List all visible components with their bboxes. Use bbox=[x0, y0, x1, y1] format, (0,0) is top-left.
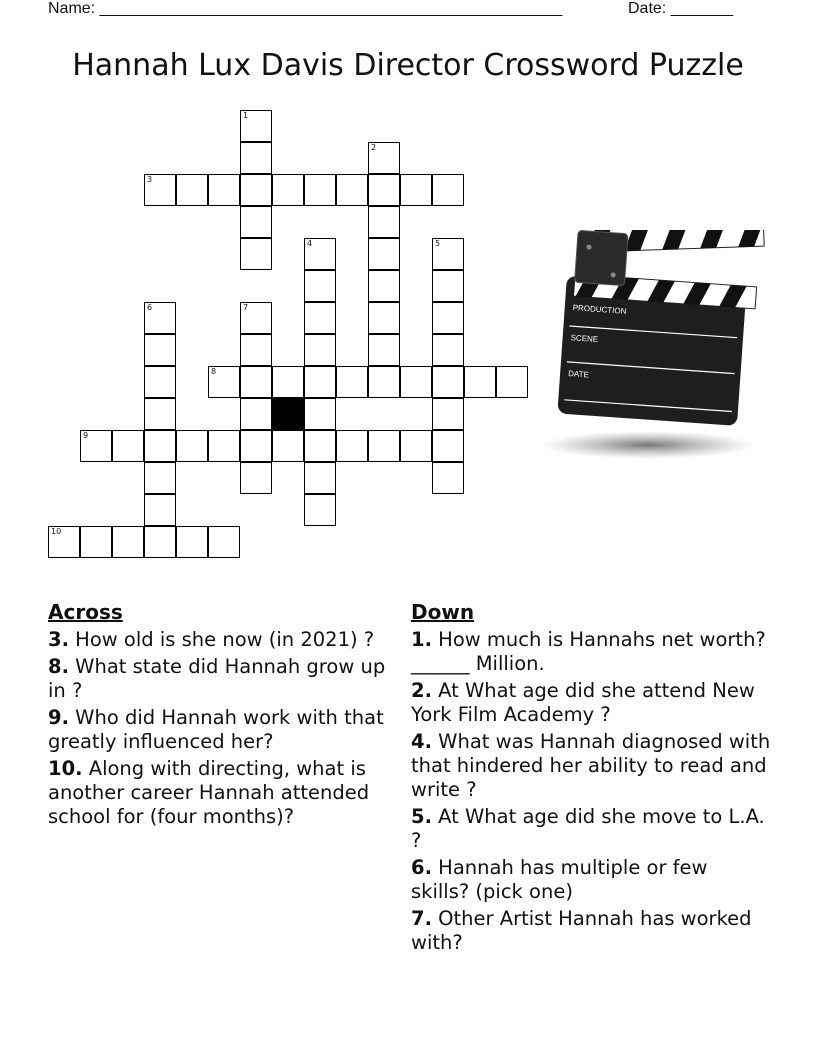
grid-cell[interactable] bbox=[304, 270, 336, 302]
grid-cell[interactable] bbox=[144, 494, 176, 526]
grid-cell[interactable] bbox=[336, 174, 368, 206]
grid-cell[interactable] bbox=[272, 174, 304, 206]
grid-cell[interactable] bbox=[368, 430, 400, 462]
black-cell bbox=[272, 398, 304, 430]
grid-cell[interactable] bbox=[208, 174, 240, 206]
grid-cell[interactable] bbox=[208, 430, 240, 462]
grid-cell[interactable] bbox=[240, 206, 272, 238]
clue-down-1 bbox=[411, 628, 771, 676]
grid-cell[interactable] bbox=[496, 366, 528, 398]
grid-cell[interactable] bbox=[304, 334, 336, 366]
cell-number: 9 bbox=[83, 431, 89, 440]
grid-cell[interactable] bbox=[304, 398, 336, 430]
grid-cell[interactable] bbox=[432, 334, 464, 366]
across-clues bbox=[48, 600, 400, 832]
grid-cell[interactable] bbox=[368, 334, 400, 366]
grid-cell[interactable] bbox=[240, 462, 272, 494]
grid-cell[interactable] bbox=[240, 302, 272, 334]
clue-text: How much is Hannahs net worth? ______ Million. bbox=[411, 628, 766, 675]
grid-cell[interactable] bbox=[272, 366, 304, 398]
grid-cell[interactable] bbox=[208, 526, 240, 558]
grid-cell[interactable] bbox=[240, 142, 272, 174]
grid-cell[interactable] bbox=[336, 430, 368, 462]
grid-cell[interactable] bbox=[368, 142, 400, 174]
grid-cell[interactable] bbox=[240, 238, 272, 270]
grid-cell[interactable] bbox=[304, 238, 336, 270]
name-field-label: Name: ____________________________________________________ bbox=[48, 0, 563, 17]
grid-cell[interactable] bbox=[144, 462, 176, 494]
grid-cell[interactable] bbox=[464, 366, 496, 398]
clue-down-4 bbox=[411, 730, 771, 802]
clue-number: 4. bbox=[411, 730, 432, 753]
cell-number: 2 bbox=[371, 143, 377, 152]
clapper-scene-label: SCENE bbox=[570, 333, 599, 344]
grid-cell[interactable] bbox=[368, 302, 400, 334]
page-title: Hannah Lux Davis Director Crossword Puzzle bbox=[72, 48, 744, 83]
grid-cell[interactable] bbox=[144, 430, 176, 462]
grid-cell[interactable] bbox=[368, 206, 400, 238]
grid-cell[interactable] bbox=[112, 430, 144, 462]
grid-cell[interactable] bbox=[432, 366, 464, 398]
grid-cell[interactable] bbox=[400, 174, 432, 206]
clue-text: Along with directing, what is another career Hannah attended school for (four months)? bbox=[48, 757, 370, 828]
grid-cell[interactable] bbox=[144, 302, 176, 334]
grid-cell[interactable] bbox=[112, 526, 144, 558]
grid-cell[interactable] bbox=[144, 174, 176, 206]
clapper-date-label: DATE bbox=[567, 369, 590, 380]
clue-across-3 bbox=[48, 628, 400, 652]
clue-text: At What age did she move to L.A. ? bbox=[411, 805, 765, 852]
grid-cell[interactable] bbox=[304, 366, 336, 398]
grid-cell[interactable] bbox=[48, 526, 80, 558]
clue-across-9 bbox=[48, 706, 400, 754]
grid-cell[interactable] bbox=[368, 366, 400, 398]
clapper-production-label: PRODUCTION bbox=[572, 303, 627, 316]
clue-text: How old is she now (in 2021) ? bbox=[68, 628, 375, 651]
grid-cell[interactable] bbox=[240, 366, 272, 398]
grid-cell[interactable] bbox=[368, 174, 400, 206]
clue-number: 1. bbox=[411, 628, 432, 651]
grid-cell[interactable] bbox=[400, 430, 432, 462]
grid-cell[interactable] bbox=[336, 366, 368, 398]
clue-text: Hannah has multiple or few skills? (pick one) bbox=[411, 856, 708, 903]
grid-cell[interactable] bbox=[176, 430, 208, 462]
clue-text: What was Hannah diagnosed with that hindered her ability to read and write ? bbox=[411, 730, 771, 801]
grid-cell[interactable] bbox=[432, 302, 464, 334]
grid-cell[interactable] bbox=[304, 494, 336, 526]
clue-number: 9. bbox=[48, 706, 69, 729]
clue-text: Other Artist Hannah has worked with? bbox=[411, 907, 752, 954]
clue-across-8 bbox=[48, 655, 400, 703]
grid-cell[interactable] bbox=[432, 238, 464, 270]
clue-number: 6. bbox=[411, 856, 432, 879]
grid-cell[interactable] bbox=[368, 238, 400, 270]
grid-cell[interactable] bbox=[304, 174, 336, 206]
cell-number: 7 bbox=[243, 303, 249, 312]
grid-cell[interactable] bbox=[432, 398, 464, 430]
clue-text: At What age did she attend New York Film Academy ? bbox=[411, 679, 755, 726]
clue-down-5 bbox=[411, 805, 771, 853]
clue-number: 3. bbox=[48, 628, 69, 651]
grid-cell[interactable] bbox=[176, 526, 208, 558]
grid-cell[interactable] bbox=[80, 430, 112, 462]
grid-cell[interactable] bbox=[240, 430, 272, 462]
clue-number: 8. bbox=[48, 655, 69, 678]
grid-cell[interactable] bbox=[272, 430, 304, 462]
grid-cell[interactable] bbox=[144, 366, 176, 398]
clue-number: 5. bbox=[411, 805, 432, 828]
cell-number: 8 bbox=[211, 367, 217, 376]
clue-number: 10. bbox=[48, 757, 83, 780]
cell-number: 5 bbox=[435, 239, 441, 248]
grid-cell[interactable] bbox=[240, 174, 272, 206]
clue-number: 2. bbox=[411, 679, 432, 702]
grid-cell[interactable] bbox=[240, 398, 272, 430]
down-heading: Down bbox=[411, 600, 475, 624]
grid-cell[interactable] bbox=[240, 110, 272, 142]
cell-number: 1 bbox=[243, 111, 249, 120]
clue-across-10 bbox=[48, 757, 400, 829]
grid-cell[interactable] bbox=[144, 334, 176, 366]
grid-cell[interactable] bbox=[432, 270, 464, 302]
grid-cell[interactable] bbox=[176, 174, 208, 206]
date-field-label: Date: _______ bbox=[628, 0, 733, 17]
grid-cell[interactable] bbox=[144, 398, 176, 430]
grid-cell[interactable] bbox=[304, 302, 336, 334]
grid-cell[interactable] bbox=[304, 462, 336, 494]
clue-text: What state did Hannah grow up in ? bbox=[48, 655, 386, 702]
clapperboard-image bbox=[540, 230, 770, 470]
cell-number: 4 bbox=[307, 239, 313, 248]
down-clues bbox=[411, 600, 771, 958]
cell-number: 10 bbox=[51, 527, 62, 536]
across-heading: Across bbox=[48, 600, 123, 624]
clue-number: 7. bbox=[411, 907, 432, 930]
clue-text: Who did Hannah work with that greatly influenced her? bbox=[48, 706, 384, 753]
clue-down-2 bbox=[411, 679, 771, 727]
crossword-grid bbox=[48, 110, 528, 558]
clue-down-6 bbox=[411, 856, 771, 904]
grid-cell[interactable] bbox=[144, 526, 176, 558]
grid-cell[interactable] bbox=[80, 526, 112, 558]
grid-cell[interactable] bbox=[432, 462, 464, 494]
grid-cell[interactable] bbox=[400, 366, 432, 398]
grid-cell[interactable] bbox=[368, 270, 400, 302]
grid-cell[interactable] bbox=[432, 430, 464, 462]
grid-cell[interactable] bbox=[240, 334, 272, 366]
cell-number: 3 bbox=[147, 175, 153, 184]
grid-cell[interactable] bbox=[208, 366, 240, 398]
clue-down-7 bbox=[411, 907, 771, 955]
cell-number: 6 bbox=[147, 303, 153, 312]
grid-cell[interactable] bbox=[432, 174, 464, 206]
grid-cell[interactable] bbox=[304, 430, 336, 462]
